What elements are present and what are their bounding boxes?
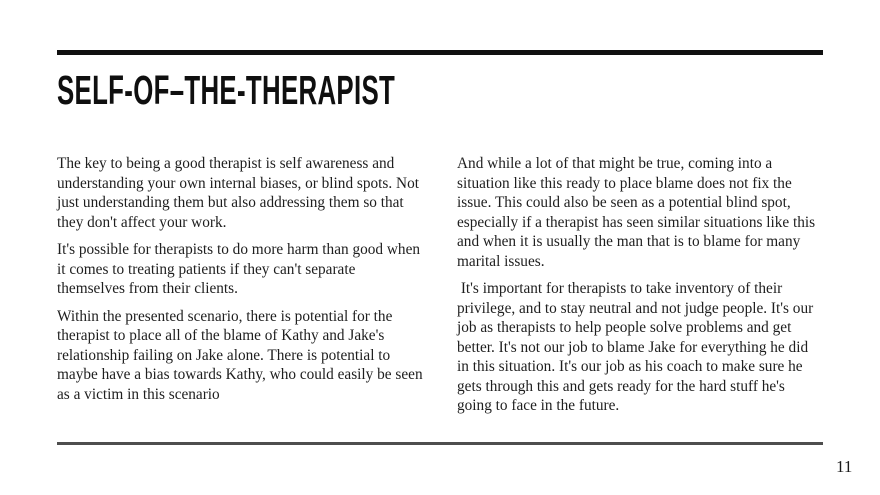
paragraph-left-2: It's possible for therapists to do more harm than good when it comes to treating patients if they can't separate themselves from their clients. bbox=[57, 241, 424, 297]
paragraph-left-3: Within the presented scenario, there is potential for the therapist to place all of the blame of Kathy and Jake's relationship failing on Jake alone. There is potential to maybe have a bias towards Kathy, who could easily be seen as a victim in this scenario bbox=[57, 307, 427, 403]
text-columns bbox=[57, 154, 823, 424]
paragraph-right-2: It's important for therapists to take inventory of their privilege, and to stay neutral and not judge people. It's our job as therapists to help people solve problems and get better. It's not our job to blame Jake for everything he did in this situation. It's our job as his coach to make sure he gets through this and gets ready for the hard stuff he's going to face in the future. bbox=[457, 280, 818, 414]
page-title: SELF-OF–THE-THERAPIST bbox=[57, 67, 396, 113]
paragraph-right-1: And while a lot of that might be true, coming into a situation like this ready to place blame does not fix the issue. This could also be seen as a potential blind spot, especially if a therapist has seen similar situations like this and when it is usually the man that is to blame for many marital issues. bbox=[457, 155, 819, 270]
paragraph-left-1: The key to being a good therapist is self awareness and understanding your own internal biases, or blind spots. Not just understanding them but also addressing them so that they don't affect your work. bbox=[57, 155, 423, 231]
right-column bbox=[457, 154, 823, 424]
bottom-rule bbox=[57, 442, 823, 445]
left-column bbox=[57, 154, 427, 424]
page-number: 11 bbox=[836, 457, 853, 476]
top-rule bbox=[57, 50, 823, 55]
